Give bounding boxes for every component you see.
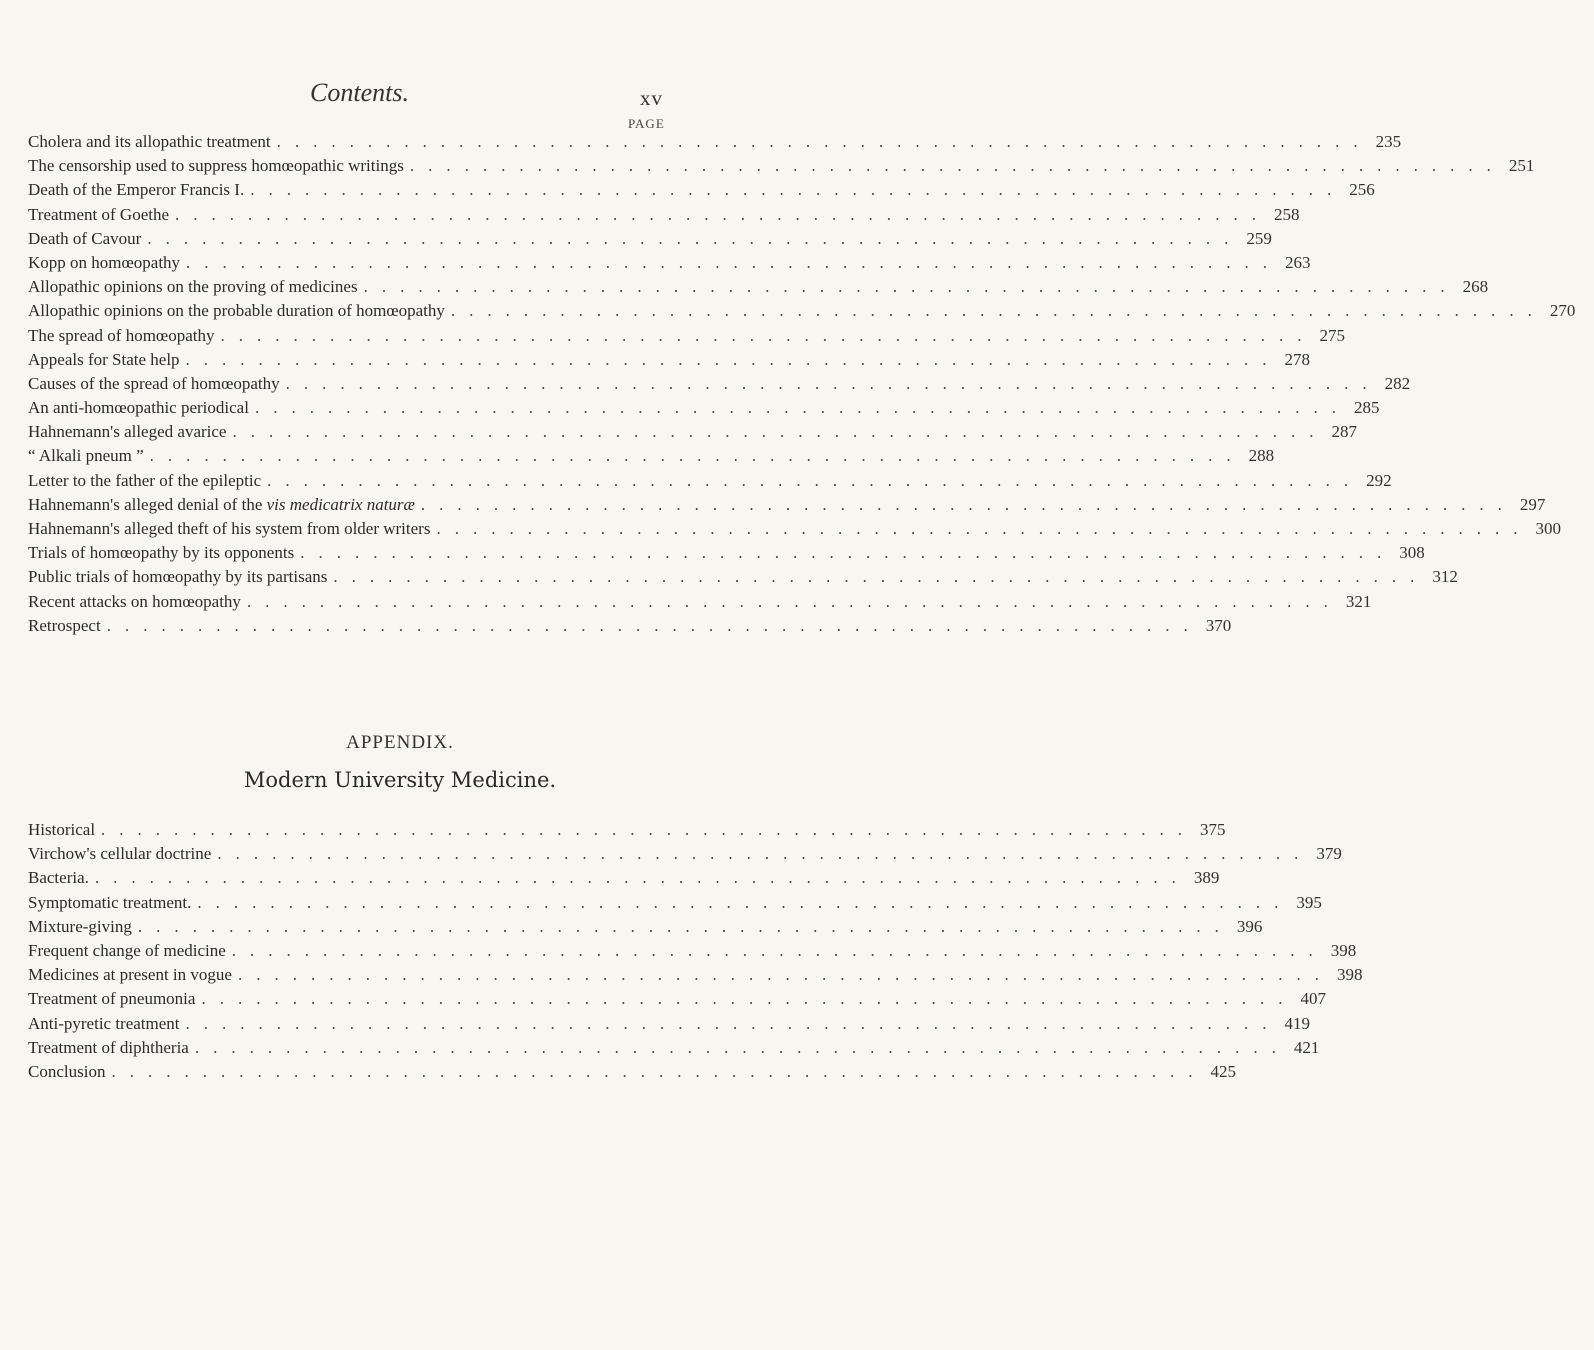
entry-title: Frequent change of medicine [28,940,226,960]
entry-title: Treatment of pneumonia [28,989,196,1009]
dot-leader: ............................................................ [436,519,1532,538]
toc-entry [28,567,1458,591]
appendix-heading: APPENDIX. [346,732,454,753]
entry-title: Recent attacks on homœopathy [28,591,241,611]
toc-entry [28,156,1535,180]
entry-title: Hahnemann's alleged avarice [28,422,227,442]
page-number: xv [640,86,663,110]
entry-title: Mixture-giving [28,916,132,936]
entry-page-number: 321 [1345,591,1372,611]
toc-entry [28,228,1272,253]
entry-title: Anti-pyretic treatment [28,1013,180,1033]
toc-entry [28,277,1489,301]
dot-leader: ............................................................ [137,916,1233,936]
entry-page-number: 379 [1316,844,1342,864]
entry-page-number: 288 [1248,446,1275,466]
dot-leader: ............................................................ [420,494,1516,514]
dot-leader: ............................................................ [94,868,1190,888]
toc-entry [28,204,1300,229]
entry-title: The censorship used to suppress homœopathic writings [28,156,404,176]
entry-page-number: 282 [1384,373,1411,393]
entry-page-number: 278 [1284,349,1311,369]
toc-entry [28,1061,1236,1086]
entry-page-number: 270 [1549,301,1576,321]
toc-entry [28,398,1380,422]
entry-title: An anti-homœopathic periodical [28,398,249,418]
dot-leader: ............................................................ [194,1037,1290,1057]
entry-page-number: 259 [1246,228,1272,248]
toc-entry [28,940,1357,965]
toc-entry [28,868,1220,892]
toc-entry [28,965,1363,989]
entry-page-number: 235 [1375,132,1402,151]
entry-page-number: 308 [1399,543,1425,563]
entry-title: Appeals for State help [28,349,180,369]
toc-entry [28,325,1345,350]
entry-page-number: 398 [1336,965,1363,985]
toc-entry [28,349,1311,374]
toc-entry [28,615,1232,640]
entry-page-number: 421 [1293,1037,1320,1057]
dot-leader: ............................................................ [186,252,1282,272]
running-title: Contents. [310,78,409,107]
entry-title: Medicines at present in vogue [28,965,232,985]
dot-leader: ............................................................ [254,398,1350,418]
dot-leader: ............................................................ [185,1013,1281,1033]
dot-leader: ............................................................ [237,965,1333,985]
dot-leader: ............................................................ [267,470,1363,490]
toc-entry [28,543,1425,567]
dot-leader: ............................................................ [246,591,1342,611]
entry-page-number: 251 [1508,156,1535,176]
entry-page-number: 375 [1200,820,1226,839]
entry-title: Hahnemann's alleged theft of his system from older writers [28,519,431,538]
dot-leader: ............................................................ [276,132,1372,151]
toc-entry [28,591,1372,616]
entry-title: Cholera and its allopathic treatment [28,132,271,151]
dot-leader: ............................................................ [197,892,1293,912]
dot-leader: ............................................................ [285,373,1381,393]
entry-title: Hahnemann's alleged denial of the vis medicatrix naturæ [28,494,415,514]
toc-entry [28,446,1275,470]
entry-page-number: 256 [1349,180,1375,200]
dot-leader: ............................................................ [220,325,1316,345]
toc-entry [28,1037,1320,1062]
toc-entry [28,180,1375,204]
dot-leader: ............................................................ [217,844,1313,864]
dot-leader: ............................................................ [175,204,1271,224]
entry-page-number: 370 [1205,615,1232,635]
dot-leader: ............................................................ [231,940,1327,960]
dot-leader: ............................................................ [300,543,1396,563]
dot-leader: ............................................................ [149,446,1245,466]
entry-title: Symptomatic treatment. [28,892,192,912]
entry-title: Death of Cavour [28,228,142,248]
toc-entry [28,820,1226,844]
dot-leader: ............................................................ [147,228,1243,248]
dot-leader: ............................................................ [333,567,1429,587]
entry-title: Historical [28,820,96,839]
dot-leader: ............................................................ [363,277,1459,297]
entry-page-number: 263 [1285,252,1311,272]
dot-leader: ............................................................ [409,156,1505,176]
toc-entry [28,916,1263,941]
entry-title: Public trials of homœopathy by its partisans [28,567,328,587]
entry-title: Causes of the spread of homœopathy [28,373,280,393]
entry-page-number: 300 [1535,519,1561,538]
dot-leader: ............................................................ [201,989,1297,1009]
toc-entry [28,252,1311,277]
entry-title: Allopathic opinions on the proving of medicines [28,277,358,297]
toc-entry [28,989,1326,1013]
entry-title: Virchow's cellular doctrine [28,844,212,864]
entry-title: Trials of homœopathy by its opponents [28,543,295,563]
toc-entry [28,844,1342,868]
toc-entry [28,1013,1311,1038]
entry-page-number: 275 [1319,325,1345,345]
dot-leader: ............................................................ [450,301,1546,321]
entry-title-italic: vis medicatrix naturæ [266,494,415,514]
page-header [0,78,800,118]
entry-page-number: 398 [1330,940,1357,960]
toc-entry [28,373,1411,398]
entry-page-number: 258 [1274,204,1300,224]
entry-page-number: 292 [1366,470,1392,490]
toc-entry [28,494,1546,519]
entry-title: The spread of homœopathy [28,325,215,345]
entry-page-number: 268 [1462,277,1489,297]
entry-title: Letter to the father of the epileptic [28,470,262,490]
entry-page-number: 395 [1296,892,1322,912]
appendix-subtitle: Modern University Medicine. [243,768,557,792]
dot-leader: ............................................................ [250,180,1346,200]
appendix-table-of-contents [28,820,1363,1086]
toc-entry [28,422,1357,446]
entry-page-number: 425 [1210,1061,1236,1081]
toc-entry [28,892,1322,917]
entry-page-number: 312 [1432,567,1458,587]
entry-title: Treatment of Goethe [28,204,170,224]
entry-title: Conclusion [28,1061,106,1081]
toc-entry [28,132,1402,156]
entry-title: Treatment of diphtheria [28,1037,189,1057]
entry-title: Bacteria. [28,868,89,888]
entry-page-number: 407 [1300,989,1326,1009]
table-of-contents [28,132,1576,640]
entry-page-number: 389 [1193,868,1220,888]
entry-page-number: 396 [1236,916,1263,936]
page-column-label: PAGE [628,116,665,131]
toc-entry [28,519,1561,543]
dot-leader: ............................................................ [106,615,1202,635]
entry-page-number: 297 [1519,494,1546,514]
entry-page-number: 285 [1353,398,1380,418]
dot-leader: ............................................................ [185,349,1281,369]
dot-leader: ............................................................ [101,820,1197,839]
entry-title: Kopp on homœopathy [28,252,181,272]
toc-entry [28,301,1576,325]
entry-title: Allopathic opinions on the probable duration of homœopathy [28,301,445,321]
dot-leader: ............................................................ [111,1061,1207,1081]
dot-leader: ............................................................ [232,422,1328,442]
entry-title: “ Alkali pneum ” [28,446,144,466]
entry-title: Death of the Emperor Francis I. [28,180,245,200]
entry-page-number: 287 [1331,422,1357,442]
toc-entry [28,470,1392,495]
entry-page-number: 419 [1284,1013,1311,1033]
entry-title: Retrospect [28,615,101,635]
